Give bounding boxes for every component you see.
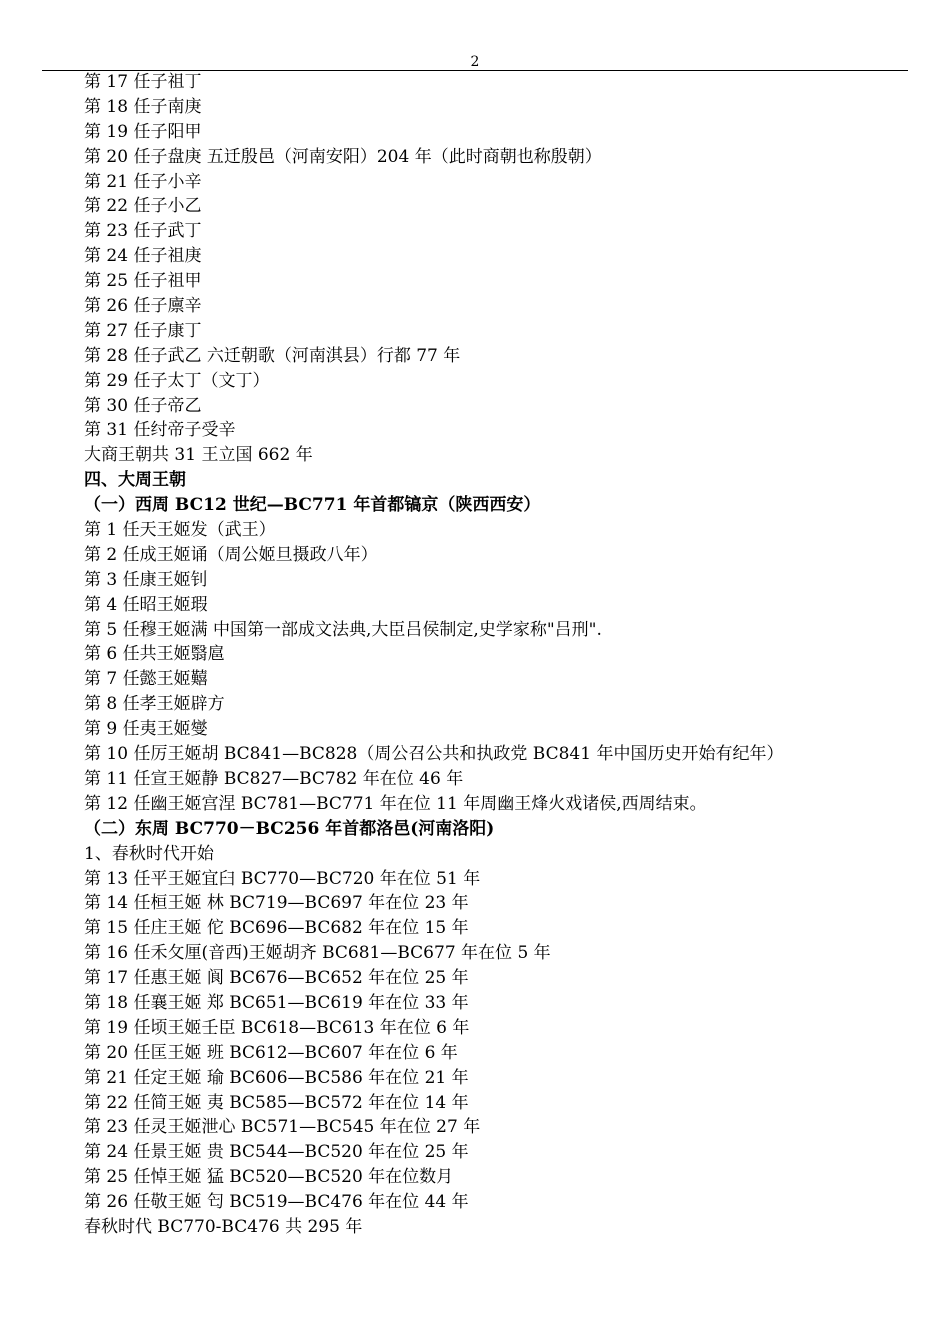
- text-line: 第 23 任子武丁: [84, 221, 202, 242]
- text-line: 第 17 任子祖丁: [84, 72, 202, 92]
- document-body: [84, 70, 904, 1240]
- text-line: 第 13 任平王姬宜臼 BC770—BC720 年在位 51 年: [84, 868, 481, 889]
- text-line: 第 5 任穆王姬满 中国第一部成文法典,大臣吕侯制定,史学家称"吕刑".: [84, 619, 602, 640]
- text-line: 第 14 任桓王姬 林 BC719—BC697 年在位 23 年: [84, 893, 469, 914]
- text-line: 第 21 任定王姬 瑜 BC606—BC586 年在位 21 年: [84, 1067, 469, 1088]
- text-line: 第 30 任子帝乙: [84, 395, 202, 416]
- text-line: 第 1 任天王姬发（武王）: [84, 520, 276, 541]
- text-line: 第 18 任襄王姬 郑 BC651—BC619 年在位 33 年: [84, 992, 469, 1013]
- text-line: 第 6 任共王姬翳扈: [84, 644, 225, 665]
- page-number: 2: [470, 54, 480, 70]
- text-line: 第 7 任懿王姬囏: [84, 669, 208, 690]
- text-line: 第 19 任顷王姬壬臣 BC618—BC613 年在位 6 年: [84, 1017, 470, 1038]
- text-line: 第 9 任夷王姬燮: [84, 719, 208, 740]
- text-line: 第 16 任禾攵厘(音西)王姬胡齐 BC681—BC677 年在位 5 年: [84, 943, 551, 964]
- text-line: 第 25 任子祖甲: [84, 271, 202, 292]
- text-line: 第 20 任匡王姬 班 BC612—BC607 年在位 6 年: [84, 1042, 458, 1063]
- text-line: 第 12 任幽王姬宫涅 BC781—BC771 年在位 11 年周幽王烽火戏诸侯,西周结束。: [84, 793, 707, 814]
- text-line: 春秋时代 BC770-BC476 共 295 年: [84, 1216, 363, 1237]
- text-line: 第 25 任悼王姬 猛 BC520—BC520 年在位数月: [84, 1167, 454, 1188]
- section-heading: 四、大周王朝: [84, 470, 186, 491]
- section-heading: （一）西周 BC12 世纪—BC771 年首都镐京（陕西西安）: [84, 495, 541, 516]
- text-line: 第 22 任简王姬 夷 BC585—BC572 年在位 14 年: [84, 1092, 469, 1113]
- text-line: 第 24 任景王姬 贵 BC544—BC520 年在位 25 年: [84, 1142, 469, 1163]
- text-line: 第 18 任子南庚: [84, 96, 202, 117]
- text-line: 第 22 任子小乙: [84, 196, 202, 217]
- text-line: 第 3 任康王姬钊: [84, 569, 208, 590]
- text-line: 大商王朝共 31 王立国 662 年: [84, 445, 313, 466]
- section-heading: （二）东周 BC770－BC256 年首都洛邑(河南洛阳): [84, 818, 495, 839]
- text-line: 第 4 任昭王姬瑕: [84, 594, 208, 615]
- text-line: 1、春秋时代开始: [84, 843, 214, 864]
- text-line: 第 28 任子武乙 六迁朝歌（河南淇县）行都 77 年: [84, 345, 461, 366]
- text-line: 第 26 任敬王姬 匄 BC519—BC476 年在位 44 年: [84, 1192, 469, 1213]
- text-line: 第 15 任庄王姬 佗 BC696—BC682 年在位 15 年: [84, 918, 469, 939]
- text-line: 第 11 任宣王姬静 BC827—BC782 年在位 46 年: [84, 768, 464, 789]
- text-line: 第 20 任子盘庚 五迁殷邑（河南安阳）204 年（此时商朝也称殷朝）: [84, 146, 602, 167]
- text-line: 第 23 任灵王姬泄心 BC571—BC545 年在位 27 年: [84, 1117, 481, 1138]
- text-line: 第 8 任孝王姬辟方: [84, 694, 225, 715]
- text-line: 第 29 任子太丁（文丁）: [84, 370, 270, 391]
- text-line: 第 19 任子阳甲: [84, 121, 202, 142]
- text-line: 第 10 任厉王姬胡 BC841—BC828（周公召公共和执政党 BC841 年中国历史开始有纪年）: [84, 744, 784, 765]
- text-line: 第 21 任子小辛: [84, 171, 202, 192]
- text-line: 第 31 任纣帝子受辛: [84, 420, 236, 441]
- text-line: 第 2 任成王姬诵（周公姬旦摄政八年）: [84, 544, 378, 565]
- text-line: 第 27 任子康丁: [84, 320, 202, 341]
- text-line: 第 17 任惠王姬 阆 BC676—BC652 年在位 25 年: [84, 968, 469, 989]
- text-line: 第 26 任子廪辛: [84, 296, 202, 317]
- text-line: 第 24 任子祖庚: [84, 246, 202, 267]
